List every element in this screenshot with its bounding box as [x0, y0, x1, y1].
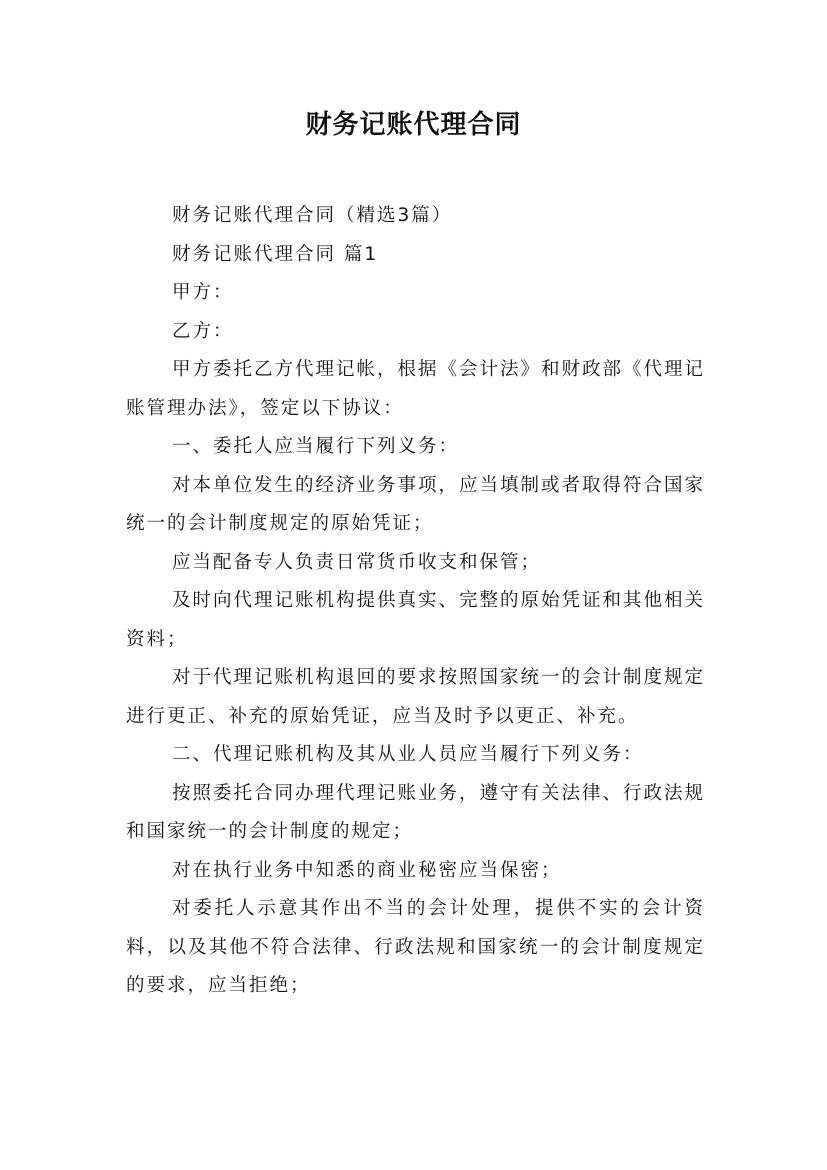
- paragraph-client-duty-3: 及时向代理记账机构提供真实、完整的原始凭证和其他相关资料；: [126, 590, 706, 650]
- paragraph-agency-duty-3: 对委托人示意其作出不当的会计处理，提供不实的会计资料，以及其他不符合法律、行政法规和国家统一的会计制度规定的要求，应当拒绝；: [126, 898, 705, 996]
- paragraph-agency-duties-heading: 二、代理记账机构及其从业人员应当履行下列义务：: [172, 744, 644, 765]
- document-body: [126, 197, 705, 1006]
- paragraph-client-duties-heading: 一、委托人应当履行下列义务：: [172, 436, 460, 457]
- paragraph-agency-duty-1: 按照委托合同办理代理记账业务，遵守有关法律、行政法规和国家统一的会计制度的规定；: [126, 782, 706, 842]
- paragraph-agreement-intro: 甲方委托乙方代理记帐，根据《会计法》和财政部《代理记账管理办法》，签定以下协议：: [126, 359, 706, 419]
- paragraph-client-duty-2: 应当配备专人负责日常货币收支和保管；: [172, 551, 542, 573]
- paragraph-party-b: 乙方：: [172, 320, 234, 342]
- paragraph-party-a: 甲方：: [172, 282, 234, 303]
- paragraph-client-duty-1: 对本单位发生的经济业务事项，应当填制或者取得符合国家统一的会计制度规定的原始凭证；: [126, 474, 706, 534]
- paragraph-section-heading: 财务记账代理合同 篇1: [172, 243, 379, 265]
- paragraph-client-duty-4: 对于代理记账机构退回的要求按照国家统一的会计制度规定进行更正、补充的原始凭证，应当及时予以更正、补充。: [126, 667, 706, 727]
- paragraph-agency-duty-2: 对在执行业务中知悉的商业秘密应当保密；: [172, 859, 562, 881]
- paragraph-subtitle: 财务记账代理合同（精选3篇）: [172, 205, 453, 226]
- document-title: 财务记账代理合同: [305, 110, 522, 140]
